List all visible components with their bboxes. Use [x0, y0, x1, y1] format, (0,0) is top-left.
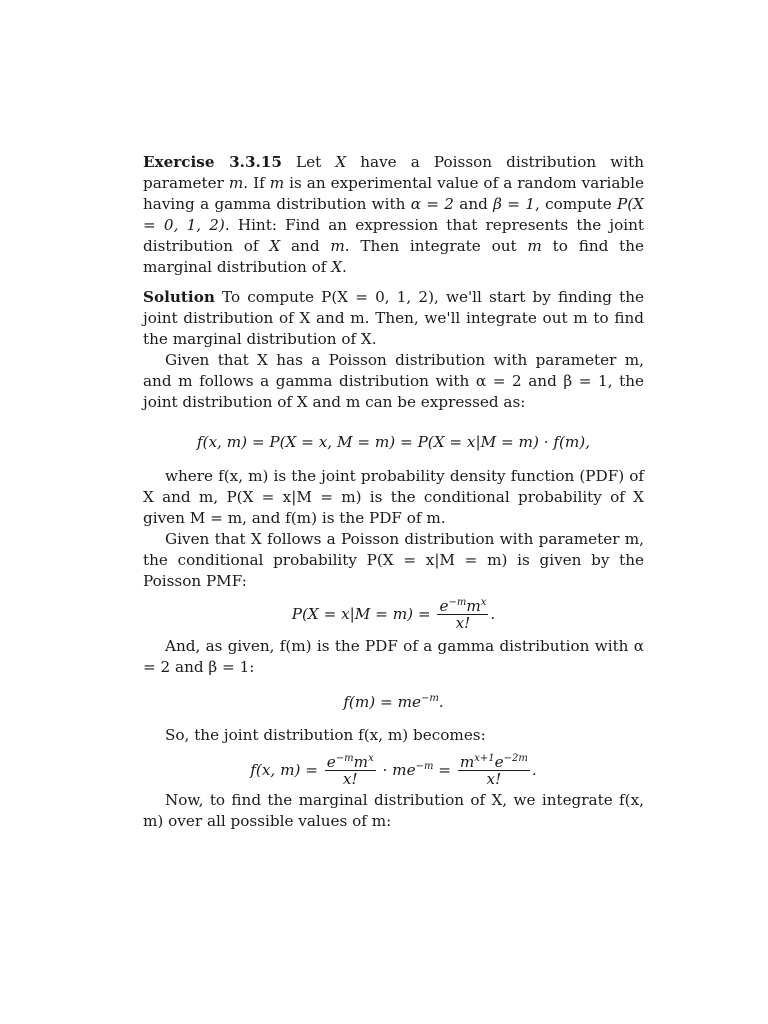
equation-gamma-pdf: $f(m) = me^{-m}$.: [343, 692, 444, 711]
text-body: [143, 152, 644, 832]
solution-paragraph-5: And, as given, f(m) is the PDF of a gamma distribution with α = 2 and β = 1:: [143, 637, 644, 676]
exercise-paragraph: [143, 152, 644, 278]
fraction-joint-result: $\frac{m^{x+1}e^{-2m}}{x!}$: [459, 752, 528, 788]
solution-paragraph-2: Given that X has a Poisson distribution with parameter m, and m follows a gamma distribution with α = 2 and β = 1, the joint distribution of X and m can be expressed as:: [143, 351, 644, 411]
solution-paragraph-7: Now, to find the marginal distribution of X, we integrate f(x, m) over all possible values of m:: [143, 791, 644, 830]
exercise-label: Exercise 3.3.15: [143, 153, 282, 171]
fraction-poisson: $\frac{e^{-m}m^x}{x!}$: [439, 596, 487, 632]
solution-paragraph-1: [143, 287, 644, 350]
fraction-poisson-term: $\frac{e^{-m}m^x}{x!}$: [326, 752, 374, 788]
exercise-text: Let X have a Poisson distribution with parameter m. If m is an experimental value of a random variable having a gamma distribution with α = 2 and β = 1, compute P(X = 0, 1, 2). Hint: Find an expression that represents the joint distribution of X and m. Then integrate out m to find the marginal distribution of X.: [143, 153, 645, 276]
equation-joint-result: f(x, m) = $\frac{e^{-m}m^x}{x!}$ · $me^{-m}$ = $\frac{m^{x+1}e^{-2m}}{x!}$ .: [250, 752, 537, 788]
solution-label: Solution: [143, 288, 215, 306]
equation-joint-definition: f(x, m) = P(X = x, M = m) = P(X = x|M = m) · f(m),: [196, 433, 591, 451]
solution-text-1: To compute P(X = 0, 1, 2), we'll start by finding the joint distribution of X and m. Then, we'll integrate out m to find the marginal distribution of X.: [143, 288, 644, 348]
solution-paragraph-4: Given that X follows a Poisson distribution with parameter m, the conditional probability P(X = x|M = m) is given by the Poisson PMF:: [143, 530, 644, 590]
solution-paragraph-3: where f(x, m) is the joint probability density function (PDF) of X and m, P(X = x|M = m) is the conditional probability of X given M = m, and f(m) is the PDF of m.: [143, 467, 644, 527]
equation-poisson-pmf: P(X = x|M = m) = $\frac{e^{-m}m^x}{x!}$ .: [291, 596, 496, 632]
solution-paragraph-6: So, the joint distribution f(x, m) becomes:: [165, 726, 486, 744]
